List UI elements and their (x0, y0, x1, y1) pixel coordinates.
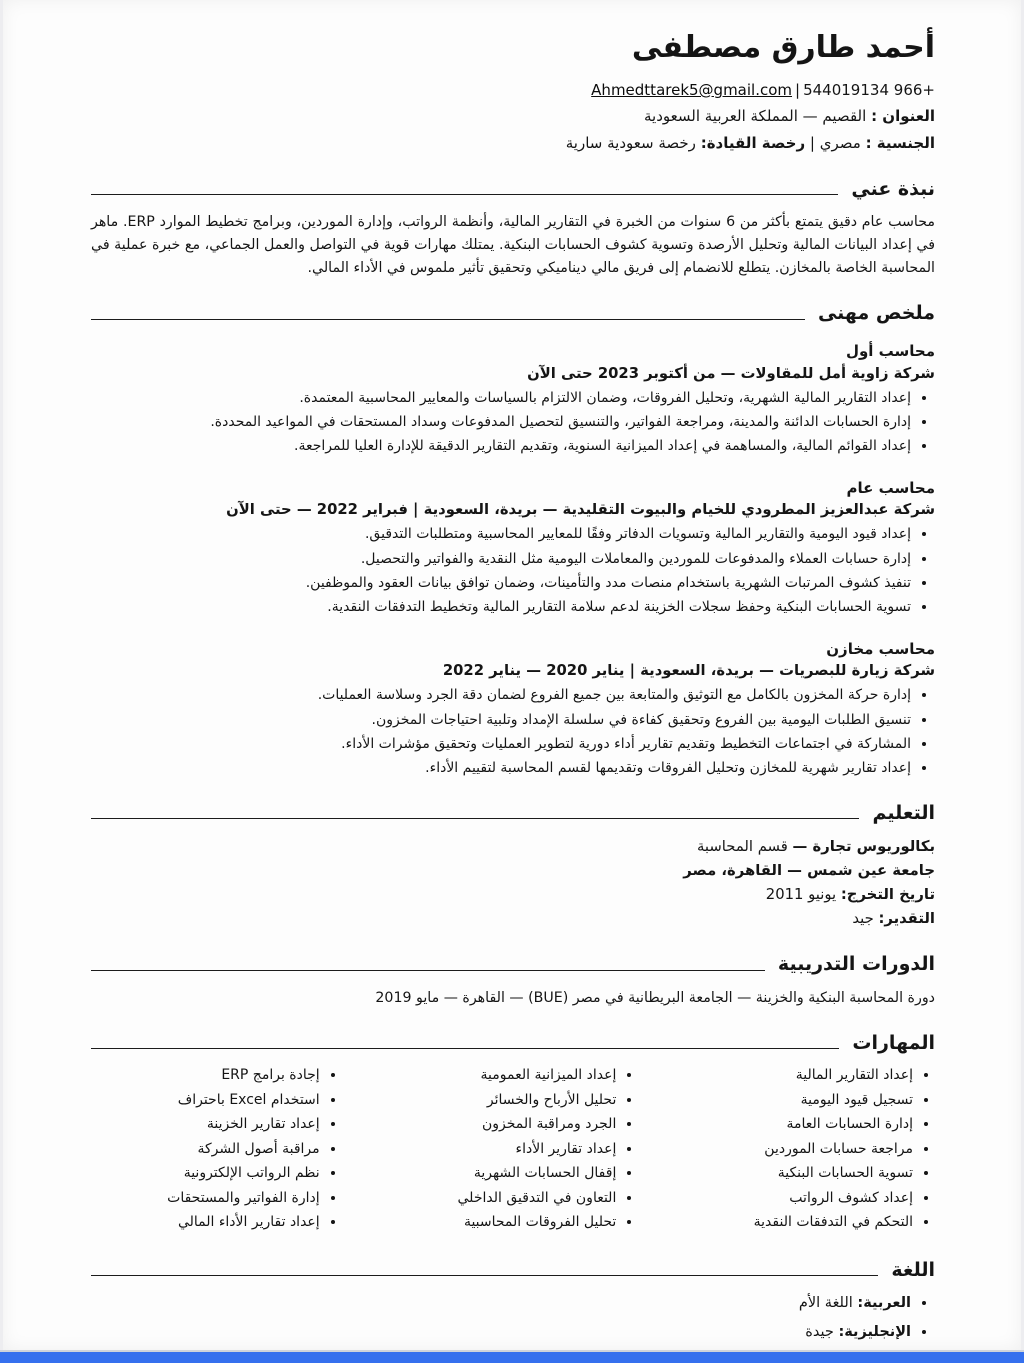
contact-separator: | (795, 81, 801, 99)
skill-item: • إعداد كشوف الرواتب (684, 1188, 913, 1209)
job-bullet: • إعداد القوائم المالية، والمساهمة في إعداد الميزانية السنوية، وتقديم التقارير الدقيقة للإدارة العليا للمراجعة. (91, 436, 911, 458)
job-bullet: • تسوية الحسابات البنكية وحفظ سجلات الخزينة لدعم سلامة التقارير المالية وتخطيط التدفقات النقدية. (91, 597, 911, 619)
language-name: الإنجليزية: (838, 1323, 911, 1340)
skills-title: المهارات (852, 1031, 935, 1054)
job-bullet: • المشاركة في اجتماعات التخطيط وتقديم تقارير أداء دورية لتطوير العمليات وتحقيق مؤشرات الأداء. (91, 734, 911, 756)
skill-item: • إعداد تقارير الأداء المالي (91, 1212, 320, 1233)
skill-item: • تسوية الحسابات البنكية (684, 1163, 913, 1184)
section-rule (91, 1275, 878, 1276)
job-bullet: • إدارة حركة المخزون بالكامل مع التوثيق والمتابعة بين جميع الفروع لضمان دقة الجرد وسلاسة العمليات. (91, 685, 911, 707)
section-language (91, 1258, 935, 1344)
language-list (91, 1292, 935, 1343)
language-item (91, 1292, 911, 1315)
job-entry-2 (91, 477, 935, 619)
language-name: العربية: (857, 1295, 911, 1312)
skills-column-left (91, 1065, 342, 1237)
university-name: جامعة عين شمس — القاهرة، مصر (683, 862, 935, 880)
skill-item: • التحكم في التدفقات النقدية (684, 1212, 913, 1233)
phone-number: +966 544019134 (803, 81, 935, 99)
skill-item: • إدارة الحسابات العامة (684, 1114, 913, 1135)
skills-column-middle (388, 1065, 639, 1237)
skill-item: • إقفال الحسابات الشهرية (388, 1163, 617, 1184)
job-bullet: • إعداد التقارير المالية الشهرية، وتحليل الفروقات، وضمان الالتزام بالسياسات والمعايير المحاسبية المعتمدة. (91, 388, 911, 410)
degree-department: قسم المحاسبة (696, 838, 788, 856)
job-bullet: • إعداد قيود اليومية والتقارير المالية وتسويات الدفاتر وفقًا للمعايير المحاسبية ومتطلبات التدقيق. (91, 524, 911, 546)
section-experience (91, 301, 935, 779)
section-header-about (91, 177, 935, 203)
about-title: نبذة عني (851, 177, 935, 200)
education-grade (91, 907, 935, 931)
skill-item: • إدارة الفواتير والمستحقات (91, 1188, 320, 1209)
job-company-dates: شركة زيارة للبصريات — بريدة، السعودية | يناير 2020 — يناير 2022 (442, 662, 935, 680)
skill-item: • مراقبة أصول الشركة (91, 1139, 320, 1160)
skill-item: • إعداد الميزانية العمومية (388, 1065, 617, 1086)
education-graduation (91, 883, 935, 907)
language-level: جيدة (805, 1323, 834, 1340)
contact-line-nationality (91, 130, 935, 156)
degree-name: بكالوريوس تجارة — (792, 838, 935, 856)
job-bullet: • تنفيذ كشوف المرتبات الشهرية باستخدام منصات مدد والتأمينات، وضمان توافق بيانات العقود والموظفين. (91, 573, 911, 595)
job-bullet: • تنسيق الطلبات اليومية بين الفروع وتحقيق كفاءة في سلسلة الإمداد وتلبية احتياجات المخزون. (91, 710, 911, 732)
job-bullet: • إعداد تقارير شهرية للمخازن وتحليل الفروقات وتقديمها لقسم المحاسبة لتقييم الأداء. (91, 758, 911, 780)
skill-item: • استخدام Excel باحتراف (91, 1090, 320, 1111)
skill-item: • مراجعة حسابات الموردين (684, 1139, 913, 1160)
graduation-date: يونيو 2011 (765, 886, 837, 904)
education-university (91, 859, 935, 883)
language-level: اللغة الأم (798, 1295, 853, 1312)
nationality-label: الجنسية : (865, 133, 935, 152)
license-label: رخصة القيادة: (700, 133, 806, 152)
section-courses (91, 952, 935, 1009)
skill-item: • إجادة برامج ERP (91, 1065, 320, 1086)
language-item (91, 1321, 911, 1344)
education-title: التعليم (872, 801, 935, 824)
section-skills (91, 1031, 935, 1237)
skill-item: • إعداد تقارير الأداء (388, 1139, 617, 1160)
job-role: محاسب عام (846, 478, 935, 497)
language-title: اللغة (891, 1258, 935, 1281)
resume-page (3, 0, 1021, 1350)
email-link[interactable]: Ahmedttarek5@gmail.com (591, 81, 793, 99)
skill-item: • الجرد ومراقبة المخزون (388, 1114, 617, 1135)
job-company-dates: شركة زاوية أمل للمقاولات — من أكتوبر 2023 حتى الآن (527, 364, 935, 382)
skill-item: • إعداد التقارير المالية (684, 1065, 913, 1086)
skill-item: • التعاون في التدقيق الداخلي (388, 1188, 617, 1209)
course-item: دورة المحاسبة البنكية والخزينة — الجامعة البريطانية في مصر (BUE) — القاهرة — مايو 2019 (375, 989, 935, 1006)
section-header-language (91, 1258, 935, 1284)
section-header-experience (91, 301, 935, 327)
about-text: محاسب عام دقيق يتمتع بأكثر من 6 سنوات من الخبرة في التقارير المالية، وأنظمة الرواتب، وإدارة الموردين، وبرامج تخطيط الموارد ERP. ماهر في إعداد البيانات المالية وتحليل الأرصدة وتسوية كشوف الحسابات البنكية. يمتلك مهارات قوية في التواصل والعمل الجماعي، مع خبرة عملية في المحاسبة الخاصة بالمخازن. يتطلع للانضمام إلى فريق مالي ديناميكي وتحقيق تأثير ملموس في الأداء المالي. (91, 214, 935, 277)
skill-item: • تحليل الفروقات المحاسبية (388, 1212, 617, 1233)
address-label: العنوان : (871, 107, 935, 126)
job-entry-3 (91, 638, 935, 780)
job-entry-1 (91, 340, 935, 458)
bottom-blue-bar (0, 1352, 1024, 1363)
courses-title: الدورات التدريبية (777, 953, 935, 976)
section-rule (91, 970, 765, 971)
graduation-label: تاريخ التخرج: (840, 886, 935, 904)
education-degree (91, 835, 935, 859)
job-bullets (91, 388, 935, 458)
section-rule (91, 818, 859, 819)
contact-line-1 (91, 77, 935, 103)
contact-block (91, 77, 935, 156)
job-role: محاسب أول (845, 342, 935, 361)
job-company-dates: شركة عبدالعزيز المطرودي للخيام والبيوت التقليدية — بريدة، السعودية | فبراير 2022 — حتى الآن (226, 501, 935, 519)
section-header-skills (91, 1031, 935, 1057)
job-bullets (91, 524, 935, 618)
skill-item: • نظم الرواتب الإلكترونية (91, 1163, 320, 1184)
section-header-courses (91, 952, 935, 978)
section-rule (91, 194, 838, 195)
section-header-education (91, 801, 935, 827)
job-bullets (91, 685, 935, 779)
section-rule (91, 319, 805, 320)
resume-header (91, 30, 935, 156)
skill-item: • تحليل الأرباح والخسائر (388, 1090, 617, 1111)
section-about (91, 177, 935, 281)
skill-item: • تسجيل قيود اليومية (684, 1090, 913, 1111)
license-value: رخصة سعودية سارية (565, 133, 696, 152)
candidate-name: أحمد طارق مصطفى (631, 30, 935, 65)
skill-item: • إعداد تقارير الخزينة (91, 1114, 320, 1135)
job-bullet: • إدارة الحسابات الدائنة والمدينة، ومراجعة الفواتير، والتنسيق لتحصيل المدفوعات وسداد المستحقات في المواعيد المحددة. (91, 412, 911, 434)
section-education (91, 801, 935, 932)
address-value: القصيم — المملكة العربية السعودية (643, 107, 867, 126)
job-bullet: • إدارة حسابات العملاء والمدفوعات للموردين والمعاملات اليومية مثل النقدية والفواتير والتحصيل. (91, 549, 911, 571)
grade-value: جيد (852, 910, 874, 928)
job-role: محاسب مخازن (826, 639, 935, 658)
nationality-value: مصري | (809, 133, 861, 152)
section-rule (91, 1048, 839, 1049)
contact-line-address (91, 103, 935, 129)
experience-title: ملخص مهنى (817, 302, 935, 325)
skills-column-right (684, 1065, 935, 1237)
skills-grid (91, 1065, 935, 1237)
grade-label: التقدير: (878, 910, 935, 928)
